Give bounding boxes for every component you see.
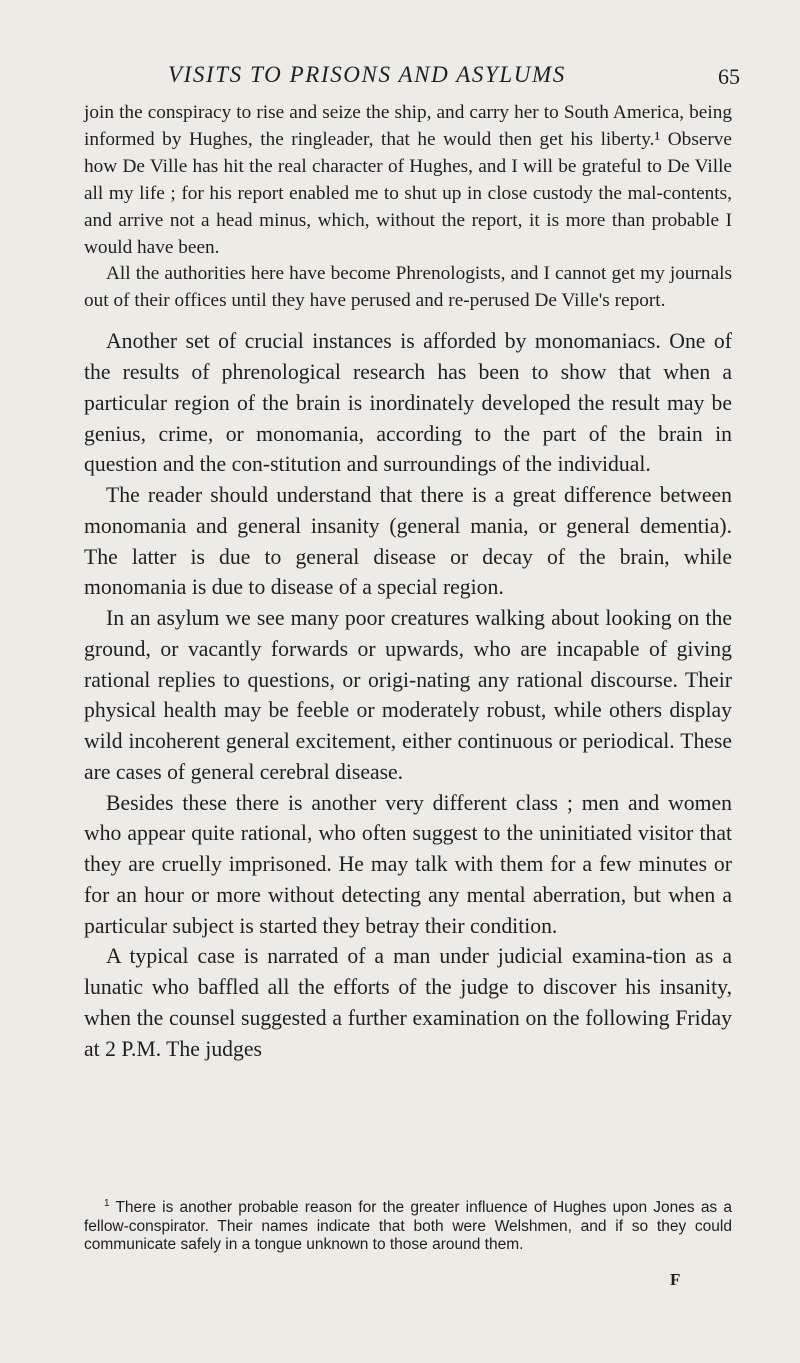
paragraph: The reader should understand that there is a great difference between monomania and general insanity (general mania, or general dementia). The latter is due to general disease or decay of the brain, while monomania is due to disease of a special region.: [84, 483, 732, 600]
letter-excerpt: [84, 100, 732, 315]
signature-mark: F: [670, 1270, 681, 1289]
page-number: 65: [718, 64, 740, 89]
footnote-marker: 1: [104, 1198, 110, 1209]
paragraph: In an asylum we see many poor creatures walking about looking on the ground, or vacantly forwards or upwards, who are incapable of giving rational replies to questions, or origi-nating any rational discourse. Their physical health may be feeble or moderately robust, while others display wild incoherent general excitement, either continuous or periodical. These are cases of general cerebral disease.: [84, 606, 732, 784]
paragraph: A typical case is narrated of a man under judicial examina-tion as a lunatic who baffled all the efforts of the judge to discover his insanity, when the counsel suggested a further examination on the following Friday at 2 P.M. The judges: [84, 944, 732, 1061]
body-text: [84, 100, 732, 1064]
paragraph: Another set of crucial instances is afforded by monomaniacs. One of the results of phrenological research has been to show that when a particular region of the brain is inordinately developed the result may be genius, crime, or monomania, according to the part of the brain in question and the con-stitution and surroundings of the individual.: [84, 329, 732, 477]
paragraph: All the authorities here have become Phrenologists, and I cannot get my journals out of their offices until they have perused and re-perused De Ville's report.: [84, 263, 732, 312]
footnote-text: There is another probable reason for the greater influence of Hughes upon Jones as a fellow-conspirator. Their names indicate that both were Welshmen, and if so they could communicate safely in a tongue unknown to those around them.: [84, 1199, 732, 1253]
running-header: [0, 62, 800, 92]
footnotes: [84, 1195, 732, 1254]
paragraph: join the conspiracy to rise and seize the ship, and carry her to South America, being informed by Hughes, the ringleader, that he would then get his liberty.¹ Observe how De Ville has hit the real character of Hughes, and I will be grateful to De Ville all my life ; for his report enabled me to shut up in close custody the mal-contents, and arrive not a head minus, which, without the report, it is more than probable I would have been.: [84, 102, 732, 258]
paragraph: Besides these there is another very different class ; men and women who appear quite rational, who often suggest to the uninitiated visitor that they are cruelly imprisoned. He may talk with them for a few minutes or for an hour or more without detecting any mental aberration, but when a particular subject is started they betray their condition.: [84, 790, 732, 938]
footnote: [84, 1195, 732, 1254]
running-title: VISITS TO PRISONS AND ASYLUMS: [168, 62, 566, 87]
main-text: [84, 326, 732, 1064]
